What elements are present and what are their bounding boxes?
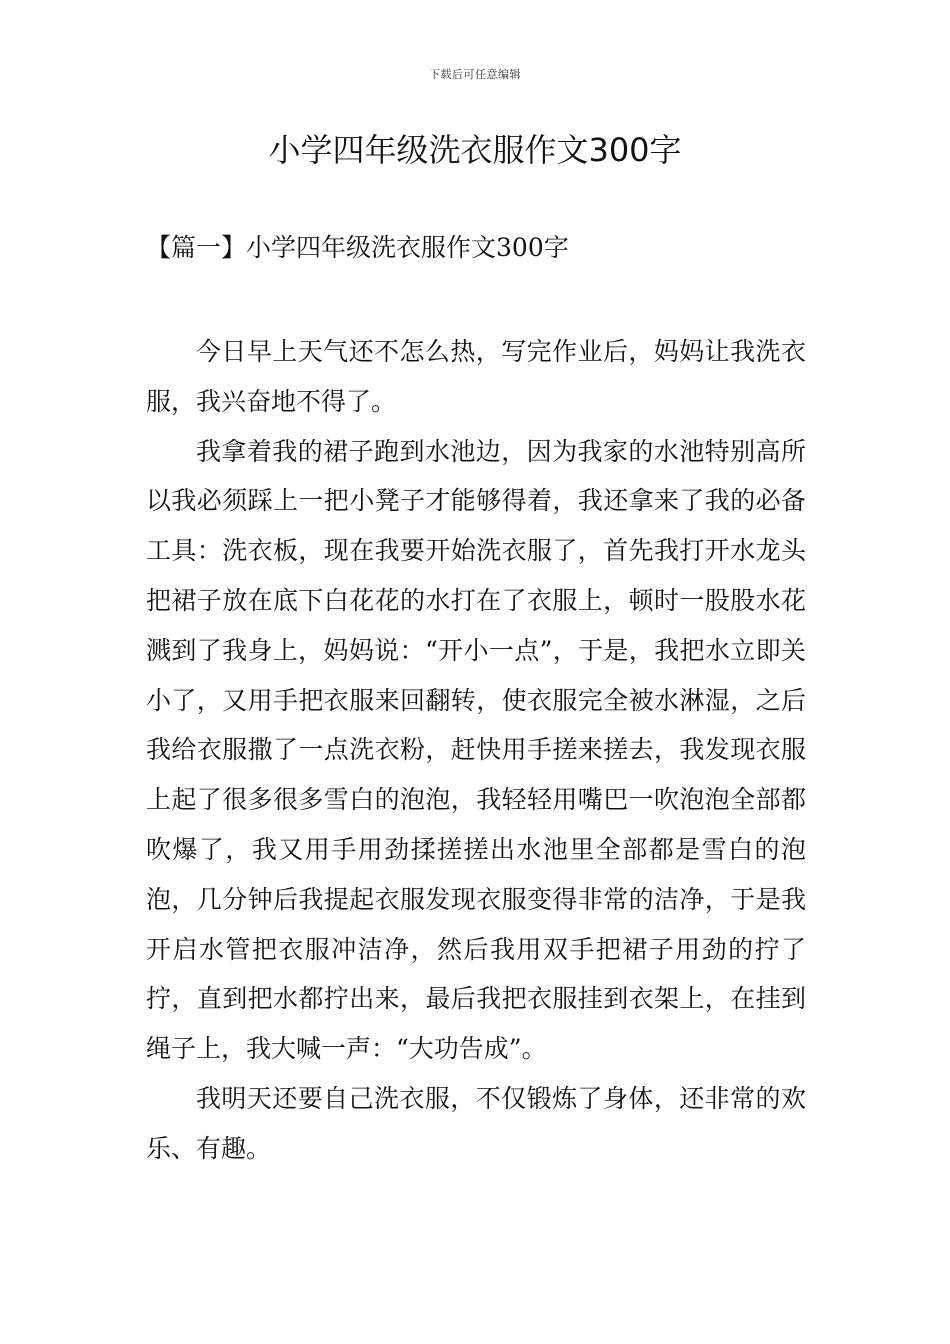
essay-body — [146, 327, 806, 1174]
paragraph-2: 我拿着我的裙子跑到水池边，因为我家的水池特别高所以我必须踩上一把小凳子才能够得着，我还拿来了我的必备工具：洗衣板，现在我要开始洗衣服了，首先我打开水龙头把裙子放在底下白花花的水打在了衣服上，顿时一股股水花溅到了我身上，妈妈说：“开小一点”，于是，我把水立即关小了，又用手把衣服来回翻转，使衣服完全被水淋湿，之后我给衣服撒了一点洗衣粉，赶快用手搓来搓去，我发现衣服上起了很多很多雪白的泡泡，我轻轻用嘴巴一吹泡泡全部都吹爆了，我又用手用劲揉搓搓出水池里全部都是雪白的泡泡，几分钟后我提起衣服发现衣服变得非常的洁净，于是我开启水管把衣服冲洁净，然后我用双手把裙子用劲的拧了拧，直到把水都拧出来，最后我把衣服挂到衣架上，在挂到绳子上，我大喊一声：“大功告成”。 — [146, 436, 806, 1064]
page-title: 小学四年级洗衣服作文300字 — [268, 131, 682, 169]
paragraph-3: 我明天还要自己洗衣服，不仅锻炼了身体，还非常的欢乐、有趣。 — [146, 1083, 806, 1163]
header-note: 下载后可任意编辑 — [429, 68, 521, 81]
paragraph-1: 今日早上天气还不怎么热，写完作业后，妈妈让我洗衣服，我兴奋地不得了。 — [146, 337, 806, 416]
section-heading: 【篇一】小学四年级洗衣服作文300字 — [146, 233, 569, 262]
